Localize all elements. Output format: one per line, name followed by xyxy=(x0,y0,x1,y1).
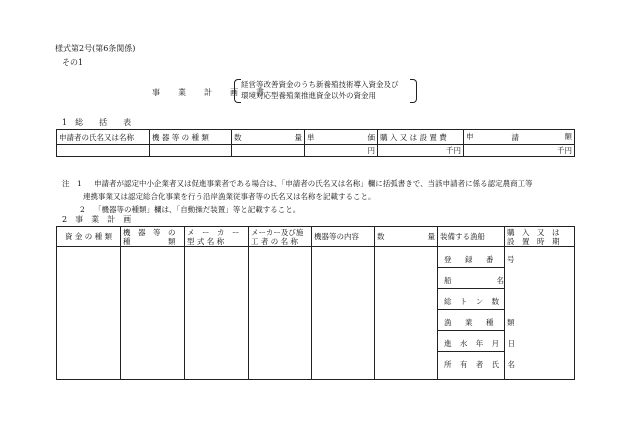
vessel-fishery-type[interactable]: 漁 業 種 類 xyxy=(438,310,504,331)
section1-heading: 1 総 括 表 xyxy=(62,118,132,127)
header-vessel: 装備する漁船 xyxy=(438,227,505,247)
header-maker-model: メ ー カ ー 型 式 名 称 xyxy=(185,227,249,247)
body-equipment[interactable] xyxy=(121,247,185,380)
cell-request-amount[interactable]: 千円 xyxy=(464,145,575,157)
left-bracket xyxy=(234,79,241,103)
body-builder[interactable] xyxy=(249,247,312,380)
note1-line2: 連携事業又は認定総合化事業を行う沿岸漁業従事者等の氏名又は名称を記載すること。 xyxy=(83,192,376,201)
sub-number: その1 xyxy=(62,58,84,67)
vessel-launch-date[interactable]: 進 水 年 月 日 xyxy=(438,331,504,352)
header-content: 機器等の内容 xyxy=(312,227,375,247)
cell-purchase-cost[interactable]: 千円 xyxy=(378,145,464,157)
body-maker-model[interactable] xyxy=(185,247,249,380)
plan-header-row xyxy=(57,227,575,247)
note2-text: 「機器等の種類」欄は、「自動操だ装置」等と記載すること。 xyxy=(94,205,301,214)
header-builder: メーカー及び施 工 者 の 名 称 xyxy=(249,227,312,247)
header-equipment: 機 器 等 の 種 類 xyxy=(121,227,185,247)
vessel-owner-name[interactable]: 所 有 者 氏 名 xyxy=(444,360,519,369)
bracket-text-line2: 環境対応型養殖業推進資金以外の資金用 xyxy=(241,91,376,100)
summary-header-row xyxy=(57,130,575,145)
form-number: 様式第2号(第6条関係) xyxy=(55,44,136,53)
header-request-amount: 申 額 請 xyxy=(464,130,575,145)
vessel-name[interactable]: 船 名 xyxy=(438,268,504,289)
header-purchase-time: 購 入 又 は 設 置 時 期 xyxy=(505,227,575,247)
body-content[interactable] xyxy=(312,247,375,380)
plan-body-row xyxy=(57,247,575,380)
vessel-registration-number[interactable]: 登 録 番 号 xyxy=(438,247,504,268)
header-fund-type: 資 金 の 種 類 xyxy=(57,227,121,247)
header-equipment-type: 機 器 等 の 種 類 xyxy=(150,130,232,145)
note2-label: 2 xyxy=(80,205,85,214)
summary-data-row xyxy=(57,145,575,157)
cell-quantity[interactable] xyxy=(232,145,305,157)
header-applicant: 申請者の氏名又は名称 xyxy=(57,130,150,145)
header-purchase-cost: 購 入 又 は 設 置 費 xyxy=(378,130,464,145)
note1-label: 注 1 xyxy=(62,179,82,188)
cell-applicant[interactable] xyxy=(57,145,150,157)
document-title: 事 業 計 画 書 xyxy=(152,88,269,97)
section2-heading: 2 事 業 計 画 xyxy=(62,215,132,224)
header-quantity: 数 量 xyxy=(232,130,305,145)
vessel-gross-tonnage[interactable]: 総 ト ン 数 xyxy=(438,289,504,310)
business-plan-table xyxy=(56,226,575,380)
right-bracket xyxy=(410,79,417,103)
body-fund-type[interactable] xyxy=(57,247,121,380)
body-vessel xyxy=(438,247,519,380)
cell-equipment-type[interactable] xyxy=(150,145,232,157)
header-unit-price: 単 価 xyxy=(305,130,378,145)
bracket-text-line1: 経営等改善資金のうち新養殖技術導入資金及び xyxy=(241,80,399,89)
summary-table xyxy=(56,129,575,157)
body-quantity[interactable] xyxy=(375,247,438,380)
note1-line1: 申請者が認定中小企業者又は促進事業者である場合は、「申請者の氏名又は名称」欄に括弧書きで、当該申請者に係る認定農商工等 xyxy=(94,179,533,188)
cell-unit-price[interactable]: 円 xyxy=(305,145,378,157)
header-quantity2: 数 量 xyxy=(375,227,438,247)
